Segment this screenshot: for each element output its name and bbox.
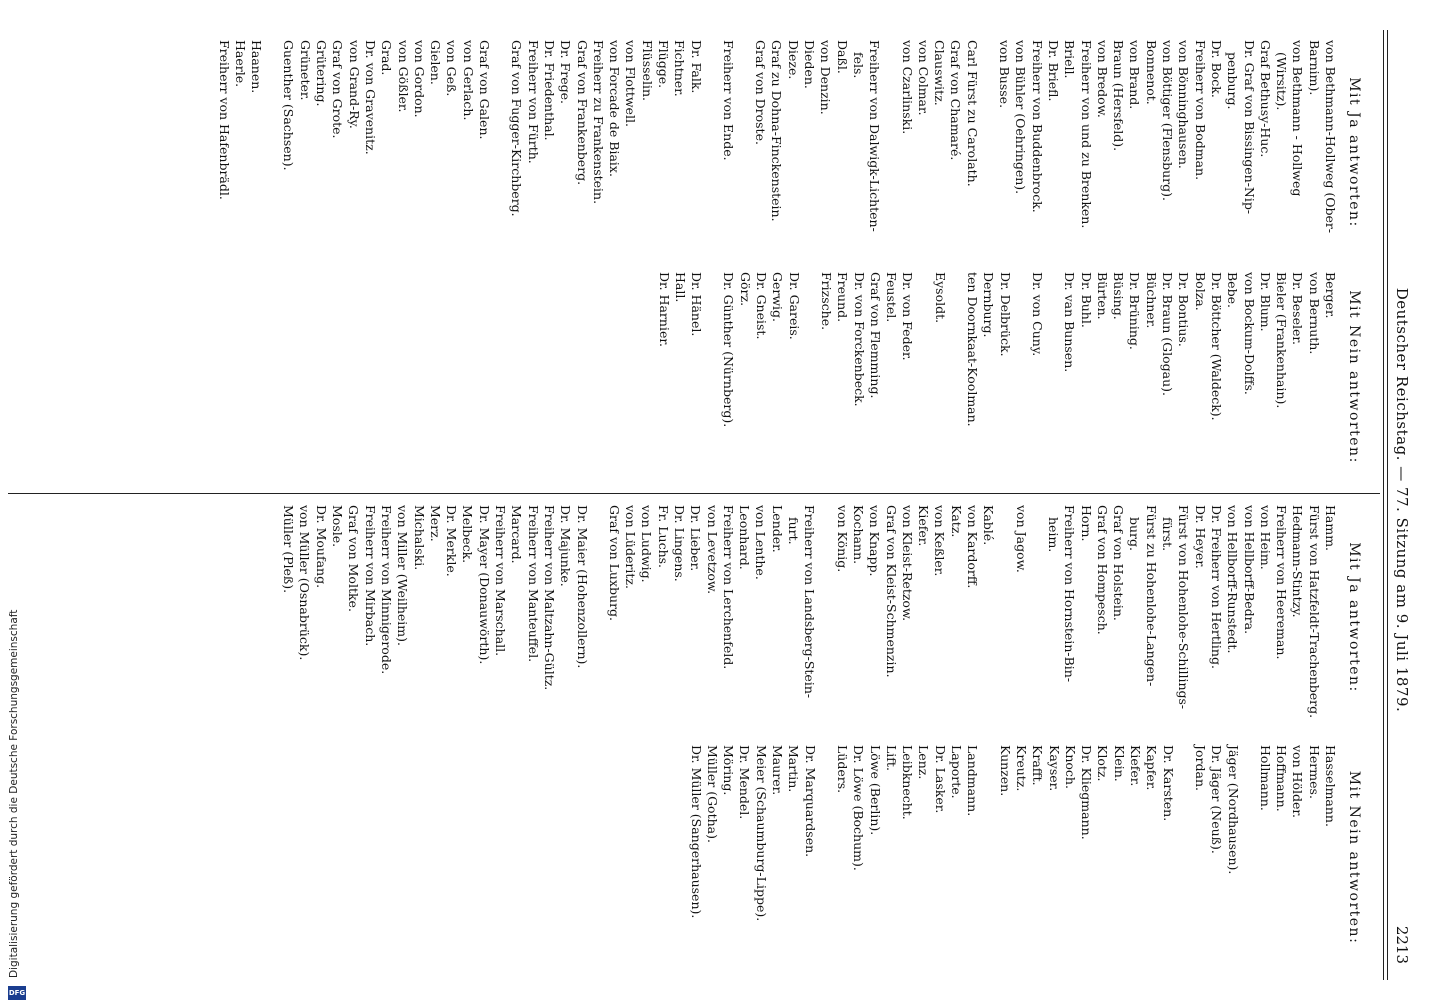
list-item: Lenz. (916, 745, 932, 780)
list-item: von Colmar. (915, 40, 931, 116)
list-item: Graf von Flemming. (867, 272, 883, 399)
list-item: Katz. (948, 505, 964, 538)
list-item: Maurer. (770, 745, 786, 796)
list-item: Freiherr von Marschall. (493, 505, 509, 657)
list-item: Grad. (379, 40, 395, 76)
list-item: von Bockum-Dolffs. (1241, 272, 1257, 395)
list-item: Freiherr von Lerchenfeld. (720, 505, 736, 670)
list-item: Horn. (1078, 505, 1094, 542)
list-item: Lüders. (834, 745, 850, 794)
list-item: Dr. von Feder. (900, 272, 916, 361)
list-item: Freiherr von Mirbach. (362, 505, 378, 647)
list-item (980, 745, 996, 970)
list-item: Dr. Günther (Nürnberg). (721, 272, 737, 428)
list-item (996, 505, 1012, 730)
list-item: Dr. Braun (Glogau). (1160, 272, 1176, 396)
list-item: von Flottwell. (623, 40, 639, 127)
list-item: von Forcade de Biaix. (607, 40, 623, 177)
page-divider (8, 493, 1380, 494)
list-item: Graf von Chamaré. (948, 40, 964, 161)
list-item: Dr. Delbrück. (997, 272, 1013, 357)
ja-column-1 (215, 40, 1362, 265)
list-item: Clauswitz. (932, 40, 948, 106)
list-item: von Hölder. (1290, 745, 1306, 819)
list-item: von Knapp. (867, 505, 883, 577)
list-item: Carl Fürst zu Carolath. (964, 40, 980, 187)
list-item: Graf von Hompesch. (1094, 505, 1110, 635)
list-item: von Hellborff-Bedra. (1241, 505, 1257, 635)
list-item: von Bernuth. (1306, 272, 1322, 355)
list-item: Graf von Galen. (477, 40, 493, 140)
list-item: von Bredow. (1094, 40, 1110, 118)
list-item: von Ludwig. (639, 505, 655, 583)
list-item: Dr. Majunke. (558, 505, 574, 587)
list-item: Grüneter. (297, 40, 313, 101)
ja-heading-2: Mit Ja antworten: (1346, 542, 1362, 693)
list-item: Merz. (427, 505, 443, 542)
list-item: Knoch. (1062, 745, 1078, 789)
list-item: Freiherr von Maltzahn-Gültz. (541, 505, 557, 691)
list-item: von Lüderitz. (623, 505, 639, 589)
list-item: Graf Bethusy-Huc. (1257, 40, 1273, 158)
header-rule (1387, 30, 1388, 980)
list-item: Martin. (786, 745, 802, 793)
list-item: heim. (1045, 517, 1061, 553)
list-item: Freiherr von Hafenbrädl. (216, 40, 232, 200)
list-item: Kiefer. (916, 505, 932, 547)
list-item: ten Doornkaat-Koolman. (965, 272, 981, 427)
list-item: Marcard. (509, 505, 525, 564)
list-item: Jäger (Nordhausen). (1225, 745, 1241, 875)
list-item: fürst. (1160, 517, 1176, 552)
list-item: Dr. Lingens. (672, 505, 688, 582)
list-item (915, 272, 931, 482)
list-item: Freiherr von Buddenbrock. (1029, 40, 1045, 213)
list-item: Klein. (1111, 745, 1127, 782)
list-item: von Hellborff-Runstedt. (1225, 505, 1241, 654)
list-item: Freiherr von Manteuffel. (525, 505, 541, 663)
list-item (736, 40, 752, 265)
list-item: von Czarlinski. (899, 40, 915, 135)
list-item: Dr. Falk. (688, 40, 704, 94)
list-item: Fr. Luchs. (655, 505, 671, 569)
list-item: Hollmann. (1257, 745, 1273, 811)
list-item: Dr. von Forckenbeck. (851, 272, 867, 407)
list-item: Daßl. (834, 40, 850, 74)
list-item: von Grand-Ry. (346, 40, 362, 129)
list-item: Freiherr zu Frankenstein. (590, 40, 606, 205)
list-item: Freiherr von Landsberg-Stein- (802, 505, 818, 699)
list-item: Kochann. (850, 505, 866, 565)
list-item: Dr. Moufang. (313, 505, 329, 589)
list-item: Kablé. (981, 505, 997, 546)
list-item: Freiherr von Hornstein-Bin- (1062, 505, 1078, 683)
list-item: Landmann. (965, 745, 981, 817)
list-item: Meier (Schaumburg-Lippe). (753, 745, 769, 922)
list-item: von Geß. (444, 40, 460, 97)
list-item: von Bethmann-Hollweg (Ober- (1323, 40, 1338, 234)
list-item: (Wirsitz). (1274, 52, 1290, 111)
list-item: Jordan. (1192, 745, 1208, 791)
list-item: Müller (Pleß). (281, 505, 297, 594)
list-item: Büsing. (1111, 272, 1127, 320)
list-item: Haanen. (249, 40, 265, 94)
list-item: von Böttiger (Flensburg). (1160, 40, 1176, 202)
list-item: Klotz. (1095, 745, 1111, 782)
list-item: Graf von Luxburg. (606, 505, 622, 622)
list-item: von Gößler. (395, 40, 411, 113)
list-item: Leonhard. (737, 505, 753, 570)
list-item: penburg. (1225, 52, 1241, 110)
list-item: Dr. Brüning. (1127, 272, 1143, 350)
list-item: Freiherr von Dalwigk-Lichten- (867, 40, 883, 232)
list-item: Feustel. (884, 272, 900, 323)
list-item (704, 40, 720, 265)
list-item: Dr. Mayer (Donauwörth). (476, 505, 492, 665)
list-item: Braun (Hersfeld). (1111, 40, 1127, 152)
list-item: Kapfer. (1144, 745, 1160, 791)
list-item: von Gordon. (411, 40, 427, 118)
list-item: Graf von Holstein. (1111, 505, 1127, 621)
list-item: Kayser. (1046, 745, 1062, 792)
list-item: Dieden. (802, 40, 818, 89)
list-item: Bolza. (1192, 272, 1208, 311)
list-item: Dr. Hänel. (689, 272, 705, 337)
list-item (802, 272, 818, 482)
list-item: Kunzen. (997, 745, 1013, 797)
list-item: Dr. Graf von Bissingen-Nip- (1241, 40, 1257, 215)
list-item: Mosle. (330, 505, 346, 548)
list-item (1029, 505, 1045, 730)
list-item: von Kleist-Retzow. (899, 505, 915, 622)
list-item: Dr. Buhl. (1078, 272, 1094, 328)
list-item: Dr. Harnier. (656, 272, 672, 347)
list-item: Hoffmann. (1274, 745, 1290, 812)
list-item (1013, 272, 1029, 482)
list-item (980, 40, 996, 265)
list-item: Freiherr von Fürth. (525, 40, 541, 164)
list-item: Freiherr von Minnigerode. (378, 505, 394, 675)
list-item: Flüsselin. (639, 40, 655, 101)
list-item: Freiherr von Ende. (720, 40, 736, 161)
list-item: Berger. (1323, 272, 1338, 319)
list-item: Lift. (883, 745, 899, 771)
list-item: Flügge. (656, 40, 672, 89)
nein-column-2 (687, 745, 1362, 970)
list-item: Dr. Beseler. (1290, 272, 1306, 345)
list-item: Dr. Böttcher (Waldeck). (1208, 272, 1224, 421)
list-item: furt. (786, 517, 802, 545)
list-item: von Levetzow. (704, 505, 720, 595)
list-item: Dr. Maier (Hohenzollern). (574, 505, 590, 669)
list-item: Dr. Marquardsen. (802, 745, 818, 858)
list-item: Graf von Kleist-Schmenzin. (883, 505, 899, 678)
nein-heading-1: Mit Nein antworten: (1346, 290, 1362, 464)
page-header-title: Deutscher Reichstag. — 77. Sitzung am 9. Juli 1879. (1393, 287, 1411, 713)
list-item: von Kardorff. (965, 505, 981, 589)
list-item: Möring. (721, 745, 737, 796)
list-item: Dr. Bock. (1208, 40, 1224, 98)
list-item (1241, 745, 1257, 970)
list-item: Dr. Mendel. (737, 745, 753, 820)
list-item (590, 505, 606, 730)
list-item: von Keßler. (932, 505, 948, 577)
list-item: Dr. Blum. (1257, 272, 1273, 332)
list-item: Barnim). (1306, 40, 1322, 96)
list-item: Graf von Droste. (753, 40, 769, 145)
list-item: Freund. (835, 272, 851, 323)
list-item: Gielen. (428, 40, 444, 85)
list-item: Dernburg. (981, 272, 997, 338)
list-item: Frizsche. (818, 272, 834, 331)
list-item: Müller (Gotha). (704, 745, 720, 843)
list-item: Graf von Frankenberg. (574, 40, 590, 186)
list-item: Bieler (Frankenhain). (1274, 272, 1290, 409)
list-item: Dr. Lieber. (688, 505, 704, 572)
list-item (492, 40, 508, 265)
list-item: von Brand. (1127, 40, 1143, 110)
list-item: Bonnenot. (1143, 40, 1159, 105)
list-item: von Gerlach. (460, 40, 476, 121)
list-item: Bebe. (1225, 272, 1241, 308)
page-number: 2213 (1393, 925, 1411, 964)
list-item: Kreutz. (1013, 745, 1029, 792)
credit-text: Digitalisierung gefördert durch die Deutsche Forschungsgemeinschaft (8, 609, 20, 978)
list-item: von Jagow. (1013, 505, 1029, 573)
list-item: Hermes. (1306, 745, 1322, 799)
list-item: Dr. van Bunsen. (1062, 272, 1078, 373)
list-item: Fürst von Hatzfeldt-Trachenberg. (1306, 505, 1322, 719)
dfg-logo: DFG (8, 986, 26, 1000)
list-item: Graf von Grote. (330, 40, 346, 139)
list-item: Dr. Freiherr von Hertling. (1208, 505, 1224, 669)
list-item (264, 40, 280, 265)
list-item: Dr. Lasker. (932, 745, 948, 814)
list-item (1045, 272, 1061, 482)
list-item: Leibknecht. (900, 745, 916, 820)
list-item: von Lenthe. (753, 505, 769, 580)
header-rule-inner (1383, 30, 1384, 980)
list-item (818, 745, 834, 970)
list-item: burg. (1127, 517, 1143, 552)
list-item: Melbeck. (460, 505, 476, 564)
list-item: Gerwig. (770, 272, 786, 323)
ja-list-1 (215, 40, 1338, 265)
list-item: Löwe (Berlin). (867, 745, 883, 836)
nein-column-1 (655, 272, 1362, 482)
digitization-credit (8, 600, 26, 1000)
list-item: Dr. Karsten. (1160, 745, 1176, 822)
list-item: Dr. Heyer. (1192, 505, 1208, 569)
list-item: von Miller (Weilheim). (395, 505, 411, 646)
list-item: von Bönninghausen. (1176, 40, 1192, 169)
list-item: Hedmann-Stintzy. (1290, 505, 1306, 618)
nein-list-1 (655, 272, 1338, 482)
list-item: Fürst zu Hohenlohe-Langen- (1143, 505, 1159, 687)
list-item: Dieze. (785, 40, 801, 80)
list-item: von Müller (Osnabrück). (297, 505, 313, 661)
list-item: Dr. Frege. (558, 40, 574, 104)
list-item: Büchner. (1143, 272, 1159, 329)
list-item: Hall. (672, 272, 688, 303)
list-item: Hasselmann. (1323, 745, 1338, 827)
ja-heading-1: Mit Ja antworten: (1346, 77, 1362, 228)
list-item: Dr. Friedenthal. (541, 40, 557, 141)
ja-list-2 (280, 505, 1338, 730)
list-item: Dr. Gneist. (754, 272, 770, 340)
list-item: Guenther (Sachsen). (281, 40, 297, 171)
list-item: Graf zu Dohna-Finckenstein. (769, 40, 785, 222)
list-item (948, 272, 964, 482)
list-item: Dr. Gareis. (786, 272, 802, 340)
list-item: Freiherr von Bodman. (1192, 40, 1208, 181)
list-item: Graf von Moltke. (346, 505, 362, 612)
list-item: Dr. Bontius. (1176, 272, 1192, 347)
list-item: Freiherr von Heereman. (1274, 505, 1290, 660)
nein-list-2 (687, 745, 1338, 970)
list-item: von Busse. (997, 40, 1013, 109)
list-item: Grütering. (314, 40, 330, 107)
list-item: Briell. (1062, 40, 1078, 79)
list-item: Fürst von Hohenlohe-Schillings- (1176, 505, 1192, 710)
list-item: Krafft. (1030, 745, 1046, 786)
list-item: Bürten. (1094, 272, 1110, 320)
list-item: Freiherr von und zu Brenken. (1078, 40, 1094, 229)
list-item: Dr. Merkle. (444, 505, 460, 577)
list-item: Dr. Kliegmann. (1079, 745, 1095, 840)
ja-column-2 (280, 505, 1362, 730)
list-item: Haerle. (232, 40, 248, 88)
list-item: von König. (834, 505, 850, 573)
list-item: von Heim. (1257, 505, 1273, 570)
list-item: Eysoldt. (932, 272, 948, 324)
list-item: Dr. Jäger (Neuß). (1209, 745, 1225, 854)
list-item: Görz. (737, 272, 753, 307)
list-item (704, 272, 720, 482)
list-item (817, 505, 833, 730)
list-item: Graf von Fugger-Kirchberg. (509, 40, 525, 217)
list-item: Michalski. (411, 505, 427, 571)
list-item: Dr. Müller (Sangerhausen). (688, 745, 704, 919)
list-item: Fichtner. (672, 40, 688, 97)
list-item: Dr. von Gravenitz. (362, 40, 378, 155)
list-item: Dr. Löwe (Bochum). (851, 745, 867, 871)
list-item: Kiefer. (1128, 745, 1144, 787)
list-item: von Bühler (Oehringen). (1013, 40, 1029, 195)
list-item: Lender. (769, 505, 785, 553)
list-item: Hamm. (1323, 505, 1338, 552)
list-item (1176, 745, 1192, 970)
list-item: fels. (850, 52, 866, 79)
list-item (882, 40, 898, 265)
list-item: von Bethmann - Hollweg (1290, 40, 1306, 197)
list-item: Dr. Briefl. (1045, 40, 1061, 102)
list-item: Laporte. (949, 745, 965, 799)
list-item: von Denzin. (818, 40, 834, 115)
list-item: Dr. von Cuny. (1029, 272, 1045, 357)
nein-heading-2: Mit Nein antworten: (1346, 770, 1362, 945)
